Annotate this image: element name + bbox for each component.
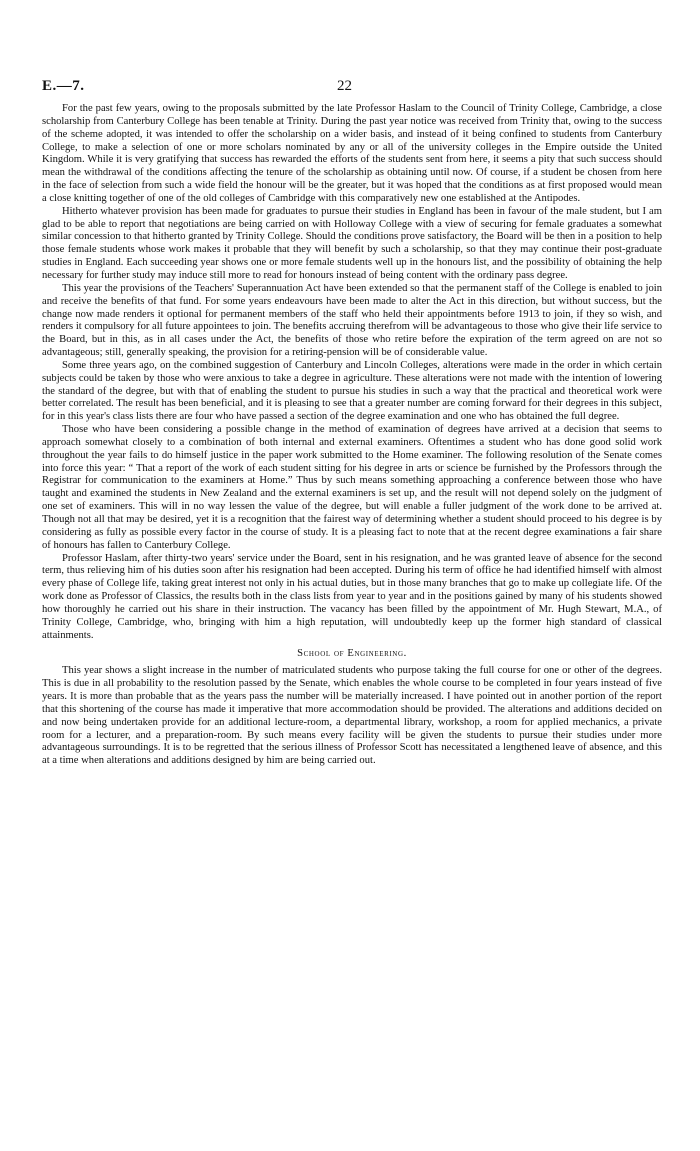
paragraph-superannuation: This year the provisions of the Teachers' Superannuation Act have been extended so that the permanent staff of the College is enabled to join and receive the benefits of that fund. For some years endeavours have been made to alter the Act in this direction, but without success, but the change now made renders it optional for permanent members of the staff who held their appointments before 1913 to join, if they so wish, and renders it compulsory for all future appointees to join. The benefits accruing therefrom will be advantageous to those who give their life service to the Board, but in this, as in all cases under the Act, the benefits of those who retire before the expiration of the term agreed on are not so advantageous; still, generally speaking, the provision for a retiring-pension will be of considerable value. — [42, 282, 662, 359]
paragraph-engineering: This year shows a slight increase in the number of matriculated students who purpose taking the full course for one or other of the degrees. This is due in all probability to the resolution passed by the Senate, which enables the whole course to be completed in four years instead of five years. It is more than probable that as the years pass the number will be materially increased. I have pointed out in another portion of the report that this shortening of the course has made it imperative that more accommodation should be provided. The alterations and additions decided on and now being undertaken provide for an additional lecture-room, a departmental library, workshop, a room for applied mechanics, a private room for a lecturer, and a preparation-room. By such means every facility will be given the students to pursue their studies under more advantageous surroundings. It is to be regretted that the serious illness of Professor Scott has necessitated a lengthened leave of absence, and this at a time when alterations and additions designed by him are being carried out. — [42, 665, 662, 767]
document-reference: E.—7. — [42, 78, 85, 94]
body-text — [42, 103, 662, 768]
section-heading-engineering: School of Engineering. — [297, 648, 407, 660]
paragraph-agriculture-degree: Some three years ago, on the combined suggestion of Canterbury and Lincoln Colleges, alterations were made in the order in which certain subjects could be taken by those who were anxious to take a degree in agriculture. These alterations were not made with the intention of lowering the standard of the degree, but with that of enabling the student to pursue his studies in such a way that the practical and theoretical work were better correlated. The result has been beneficial, and it is pleasing to see that a greater number are coming forward for their degrees in this subject, for in this year's class lists there are four who have passed a section of the degree examination and one who has obtained the full degree. — [42, 359, 662, 423]
paragraph-trinity-scholarship: For the past few years, owing to the proposals submitted by the late Professor Haslam to the Council of Trinity College, Cambridge, a close scholarship from Canterbury College has been tenable at Trinity. During the past year notice was received from Trinity that, owing to the success of the scheme adopted, it was intended to offer the scholarship on a wider basis, and instead of it being confined to students from Canterbury College, to make a selection of one or more scholars nominated by any or all of the university colleges in the Empire outside the United Kingdom. While it is very gratifying that success has rewarded the efforts of the students sent from here, it seems a pity that such success should mean the withdrawal of the conditions affecting the tenure of the scholarship as obtaining until now. Of course, if a student be chosen from here in the face of selection from such a wide field the honour will be the greater, but it was hoped that the conditions as at first proposed would mean a close knitting together of one of the old colleges of Cambridge with this comparatively new one established at the Antipodes. — [42, 103, 662, 204]
paragraph-examination-method: Those who have been considering a possible change in the method of examination of degrees have arrived at a decision that seems to approach somewhat closely to a combination of both internal and external examiners. Oftentimes a student who has done good solid work throughout the year fails to do himself justice in the paper work submitted to the Home examiner. The following resolution of the Senate comes into force this year: “ That a report of the work of each student sitting for his degree in arts or science be furnished by the Professors through the Registrar for communication to the examiners at Home.” Thus by such means something approaching a conference between those who have taught and examined the students in New Zealand and the external examiners is set up, and the result will not depend solely on the judgment of one set of examiners. This will in no way lessen the value of the degree, but will enable a fuller judgment of the work done to be arrived at. Though not all that may be desired, yet it is a recognition that the fairest way of determining whether a student should proceed to his degree is by considering as fully as possible every factor in the course of study. It is a pleasing fact to note that at the recent degree examinations a fair share of honours has fallen to Canterbury College. — [42, 424, 662, 551]
paragraph-professor-haslam: Professor Haslam, after thirty-two years' service under the Board, sent in his resignation, and he was granted leave of absence for the second term, thus relieving him of his duties soon after his resignation had been accepted. During his term of office he had identified himself with almost every phase of College life, taking great interest not only in his actual duties, but in those many branches that go to make up collegiate life. Of the work done as Professor of Classics, the results both in the class lists from year to year and in the positions gained by many of his students showed how thoroughly he carried out his share in their instruction. The vacancy has been filled by the appointment of Mr. Hugh Stewart, M.A., of Trinity College, Cambridge, who, bringing with him a high reputation, will undoubtedly keep up the former high standard of classical attainments. — [42, 552, 662, 641]
page-number: 22 — [337, 78, 352, 94]
paragraph-female-graduates: Hitherto whatever provision has been made for graduates to pursue their studies in England has been in favour of the male student, but I am glad to be able to report that negotiations are being carried on with Holloway College with a view of securing for female graduates a somewhat similar concession to that hitherto granted by Trinity College. Should the conditions prove satisfactory, the Board will be then in a position to help those female students whose work makes it probable that they will benefit by such a scholarship, so that they may continue their post-graduate studies in England. Each succeeding year shows one or more female students well up in the honours list, and the possibility of obtaining the help necessary for further study may induce still more to read for honours instead of being content with the ordinary pass degree. — [42, 205, 662, 281]
page-header — [42, 78, 662, 98]
